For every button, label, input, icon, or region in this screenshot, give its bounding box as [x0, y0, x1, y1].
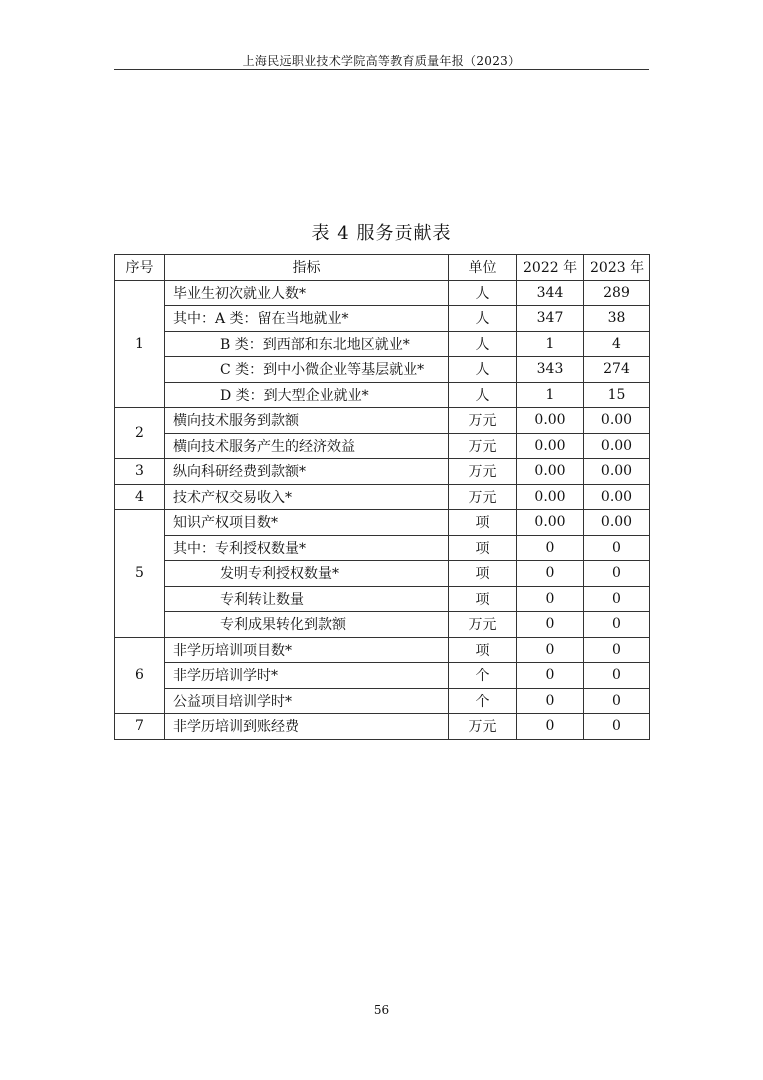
- row-number: 6: [115, 637, 165, 714]
- table-row: [115, 586, 650, 612]
- value-2022-cell: 0: [517, 663, 584, 689]
- value-2022-cell: 0: [517, 688, 584, 714]
- indicator-cell: 其中：A 类：留在当地就业*: [165, 306, 449, 332]
- value-2022-cell: 344: [517, 280, 584, 306]
- table-row: [115, 459, 650, 485]
- table-row: [115, 688, 650, 714]
- header-indicator: 指标: [165, 255, 449, 281]
- value-2023-cell: 0.00: [584, 484, 650, 510]
- indicator-cell: 技术产权交易收入*: [165, 484, 449, 510]
- row-number: 1: [115, 280, 165, 408]
- unit-cell: 项: [449, 510, 517, 536]
- value-2023-cell: 0: [584, 612, 650, 638]
- unit-cell: 人: [449, 331, 517, 357]
- value-2023-cell: 0.00: [584, 408, 650, 434]
- table-row: [115, 382, 650, 408]
- unit-cell: 人: [449, 382, 517, 408]
- value-2023-cell: 289: [584, 280, 650, 306]
- table-caption: 表 4 服务贡献表: [311, 223, 452, 244]
- unit-cell: 项: [449, 637, 517, 663]
- row-number: 3: [115, 459, 165, 485]
- value-2022-cell: 1: [517, 382, 584, 408]
- unit-cell: 人: [449, 280, 517, 306]
- value-2023-cell: 274: [584, 357, 650, 383]
- value-2022-cell: 0.00: [517, 510, 584, 536]
- value-2022-cell: 0: [517, 586, 584, 612]
- unit-cell: 人: [449, 306, 517, 332]
- indicator-cell: 横向技术服务到款额: [165, 408, 449, 434]
- header-2022: 2022 年: [517, 255, 584, 281]
- value-2023-cell: 0.00: [584, 433, 650, 459]
- table-row: [115, 408, 650, 434]
- unit-cell: 个: [449, 663, 517, 689]
- table-row: [115, 561, 650, 587]
- unit-cell: 项: [449, 535, 517, 561]
- indicator-cell: 专利转让数量: [165, 586, 449, 612]
- value-2022-cell: 0.00: [517, 484, 584, 510]
- row-number: 2: [115, 408, 165, 459]
- indicator-cell: C 类：到中小微企业等基层就业*: [165, 357, 449, 383]
- table-row: [115, 612, 650, 638]
- indicator-cell: D 类：到大型企业就业*: [165, 382, 449, 408]
- unit-cell: 项: [449, 586, 517, 612]
- unit-cell: 个: [449, 688, 517, 714]
- value-2023-cell: 4: [584, 331, 650, 357]
- value-2023-cell: 0: [584, 586, 650, 612]
- indicator-cell: 发明专利授权数量*: [165, 561, 449, 587]
- unit-cell: 万元: [449, 484, 517, 510]
- value-2022-cell: 347: [517, 306, 584, 332]
- value-2022-cell: 0: [517, 637, 584, 663]
- value-2023-cell: 0: [584, 561, 650, 587]
- indicator-cell: 知识产权项目数*: [165, 510, 449, 536]
- value-2022-cell: 0: [517, 612, 584, 638]
- value-2022-cell: 0: [517, 714, 584, 740]
- value-2023-cell: 0.00: [584, 459, 650, 485]
- table-row: [115, 714, 650, 740]
- unit-cell: 项: [449, 561, 517, 587]
- indicator-cell: 非学历培训项目数*: [165, 637, 449, 663]
- table-row: [115, 535, 650, 561]
- row-number: 7: [115, 714, 165, 740]
- value-2023-cell: 0.00: [584, 510, 650, 536]
- table-row: [115, 637, 650, 663]
- indicator-cell: 非学历培训到账经费: [165, 714, 449, 740]
- indicator-cell: 公益项目培训学时*: [165, 688, 449, 714]
- running-header: 上海民远职业技术学院高等教育质量年报（2023）: [242, 54, 521, 68]
- header-no: 序号: [115, 255, 165, 281]
- value-2023-cell: 15: [584, 382, 650, 408]
- unit-cell: 万元: [449, 459, 517, 485]
- value-2023-cell: 0: [584, 663, 650, 689]
- table-row: [115, 433, 650, 459]
- header-unit: 单位: [449, 255, 517, 281]
- value-2022-cell: 0.00: [517, 408, 584, 434]
- value-2022-cell: 343: [517, 357, 584, 383]
- table-row: [115, 331, 650, 357]
- service-contribution-table: [114, 254, 650, 740]
- table-header-row: [115, 255, 650, 281]
- value-2023-cell: 0: [584, 535, 650, 561]
- value-2022-cell: 0.00: [517, 433, 584, 459]
- unit-cell: 人: [449, 357, 517, 383]
- indicator-cell: 其中：专利授权数量*: [165, 535, 449, 561]
- table-row: [115, 357, 650, 383]
- value-2023-cell: 38: [584, 306, 650, 332]
- value-2022-cell: 0: [517, 561, 584, 587]
- value-2022-cell: 0.00: [517, 459, 584, 485]
- unit-cell: 万元: [449, 433, 517, 459]
- header-2023: 2023 年: [584, 255, 650, 281]
- value-2022-cell: 0: [517, 535, 584, 561]
- unit-cell: 万元: [449, 612, 517, 638]
- table-row: [115, 484, 650, 510]
- indicator-cell: 毕业生初次就业人数*: [165, 280, 449, 306]
- page-number: 56: [373, 1003, 390, 1017]
- table-row: [115, 663, 650, 689]
- value-2022-cell: 1: [517, 331, 584, 357]
- value-2023-cell: 0: [584, 714, 650, 740]
- unit-cell: 万元: [449, 408, 517, 434]
- header-rule: [114, 69, 649, 70]
- indicator-cell: 非学历培训学时*: [165, 663, 449, 689]
- unit-cell: 万元: [449, 714, 517, 740]
- table-row: [115, 306, 650, 332]
- row-number: 5: [115, 510, 165, 638]
- table-row: [115, 280, 650, 306]
- indicator-cell: 横向技术服务产生的经济效益: [165, 433, 449, 459]
- indicator-cell: 纵向科研经费到款额*: [165, 459, 449, 485]
- table-row: [115, 510, 650, 536]
- indicator-cell: 专利成果转化到款额: [165, 612, 449, 638]
- indicator-cell: B 类：到西部和东北地区就业*: [165, 331, 449, 357]
- value-2023-cell: 0: [584, 637, 650, 663]
- row-number: 4: [115, 484, 165, 510]
- value-2023-cell: 0: [584, 688, 650, 714]
